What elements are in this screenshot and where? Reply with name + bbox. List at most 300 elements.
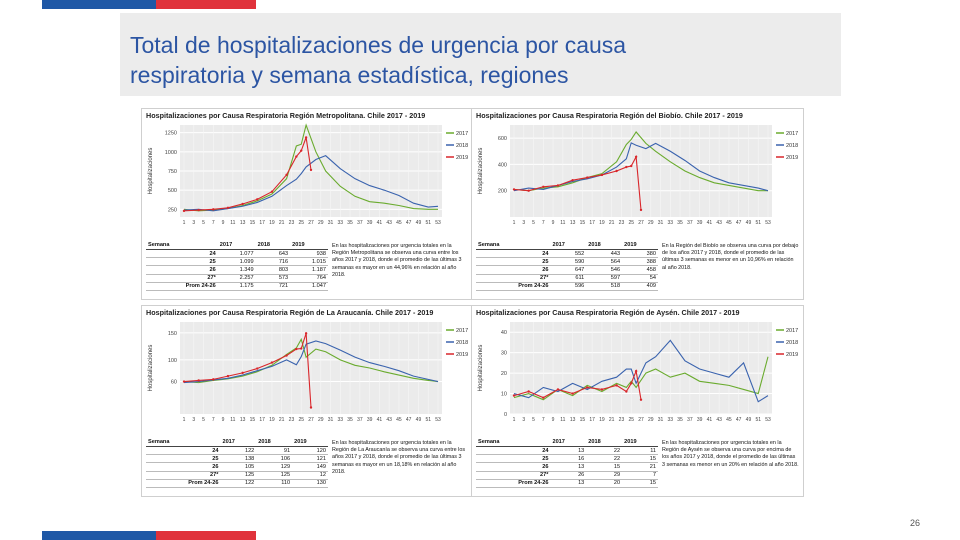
table-cell: 26 [146,463,220,471]
table-cell: 25 [146,455,220,463]
table-cell: 27* [476,471,550,479]
line-chart [142,119,473,239]
table-cell: Prom 24-26 [476,282,550,290]
y-tick-label: 600 [497,136,507,143]
table-cell: 1.175 [218,282,256,290]
point-2019 [197,379,199,381]
x-tick-label: 5 [202,417,205,423]
x-tick-label: 3 [192,417,196,423]
table-cell: 24 [476,250,550,258]
table-cell: 15 [622,455,658,463]
x-tick-label: 45 [396,220,402,226]
table-cell: 106 [256,455,292,463]
x-tick-label: 39 [696,417,703,423]
table-cell: 443 [586,250,622,258]
x-tick-label: 3 [522,417,526,423]
x-tick-label: 53 [765,220,771,226]
x-tick-label: 9 [551,220,555,226]
page-number: 26 [909,518,920,528]
table-cell: 12 [292,471,328,479]
table-cell: 27* [476,274,550,282]
x-tick-label: 25 [298,220,305,226]
table-cell: 122 [220,447,256,455]
flag-bar-blue-bottom [42,531,156,540]
table-cell: 120 [292,447,328,455]
table-row [146,479,328,487]
table-cell: 518 [586,282,622,290]
panel-note: En las hospitalizaciones por urgencia totales en la Región Metropolitana se observa una curva entre los años 2017 y 2018, donde el promedio de las últimas 3 semanas es mayor en un 44,96% en relación al año 2018. [332,243,462,278]
x-tick-label: 53 [765,417,771,423]
table-cell: 122 [220,479,256,487]
line-chart [142,316,473,436]
table-cell: 21 [622,463,658,471]
point-2019 [557,184,559,186]
x-tick-label: 27 [308,417,314,423]
x-tick-label: 43 [386,220,392,226]
table-row [476,479,658,487]
table-cell: 138 [220,455,256,463]
point-2019 [310,169,312,171]
table-cell: Prom 24-26 [146,282,218,290]
x-tick-label: 27 [638,417,644,423]
x-tick-label: 43 [716,417,722,423]
x-tick-label: 27 [308,220,314,226]
x-tick-label: 21 [278,220,285,226]
x-tick-label: 25 [298,417,305,423]
point-2019 [183,380,185,382]
x-tick-label: 13 [569,220,576,226]
x-tick-label: 39 [366,417,373,423]
table-cell: 597 [586,274,622,282]
legend-label-2017: 2017 [456,131,469,137]
table-row [146,250,328,258]
x-tick-label: 29 [317,220,324,226]
table-cell: 20 [586,479,622,487]
table-header: Semana [146,438,220,447]
x-tick-label: 17 [259,417,265,423]
point-2019 [241,203,243,205]
table-cell: 716 [256,258,291,266]
x-tick-label: 17 [259,220,265,226]
table-cell: 380 [622,250,658,258]
table-header: 2019 [622,438,658,447]
x-tick-label: 9 [221,220,225,226]
table-cell: 552 [550,250,586,258]
point-2019 [586,176,588,178]
legend-label-2017: 2017 [786,131,799,137]
table-cell: Prom 24-26 [146,479,220,487]
chart-title: Hospitalizaciones por Causa Respiratoria Región Metropolitana. Chile 2017 - 2019 [146,111,426,120]
table-cell: 129 [256,463,292,471]
legend-label-2019: 2019 [786,352,799,358]
x-tick-label: 7 [211,220,215,226]
table-cell: 22 [586,455,622,463]
table-row [146,471,328,479]
x-tick-label: 5 [202,220,205,226]
flag-bar-red-bottom [156,531,256,540]
table-cell: 938 [290,250,328,258]
y-tick-label: 20 [500,371,507,378]
x-tick-label: 9 [221,417,225,423]
legend-label-2019: 2019 [786,155,799,161]
table-cell: 22 [586,447,622,455]
x-tick-label: 23 [618,417,625,423]
y-tick-label: 30 [500,350,507,357]
y-axis-label: Hospitalizaciones [478,344,484,392]
x-tick-label: 7 [541,417,545,423]
table-cell: 564 [586,258,622,266]
legend-label-2017: 2017 [786,328,799,334]
x-tick-label: 15 [249,417,256,423]
table-header: 2018 [256,438,292,447]
table-row [146,463,328,471]
x-tick-label: 47 [405,220,412,226]
table-cell: 643 [256,250,291,258]
x-tick-label: 43 [716,220,722,226]
chart-title: Hospitalizaciones por Causa Respiratoria Región del Biobío. Chile 2017 - 2019 [476,111,743,120]
x-tick-label: 5 [532,417,535,423]
table-row [476,463,658,471]
x-tick-label: 33 [667,220,674,226]
table-cell: 25 [476,258,550,266]
x-tick-label: 11 [560,417,566,423]
point-2019 [640,209,642,211]
table-header: 2017 [550,241,586,250]
x-tick-label: 51 [755,417,762,423]
point-2019 [601,174,603,176]
y-axis-label: Hospitalizaciones [148,147,154,195]
x-tick-label: 31 [327,220,334,226]
chart-panel-2 [471,108,804,300]
table-row [476,266,658,274]
x-tick-label: 13 [239,417,246,423]
panel-note: En las hospitalizaciones por urgencia totales en la Región de La Araucanía se observa una curva entre los años 2017 y 2018, donde el promedio de las últimas 3 semanas es mayor en un 18,18% en relación al año 2018. [332,440,466,475]
x-tick-label: 25 [628,220,635,226]
point-2019 [615,384,617,386]
x-tick-label: 21 [608,417,615,423]
y-tick-label: 100 [167,357,177,364]
table-cell: 546 [586,266,622,274]
table-cell: 13 [550,463,586,471]
x-tick-label: 27 [638,220,644,226]
x-tick-label: 53 [435,417,441,423]
table-cell: 26 [550,471,586,479]
x-tick-label: 45 [726,417,732,423]
point-2019 [586,386,588,388]
table-cell: 26 [146,266,218,274]
table-cell: 130 [292,479,328,487]
legend-label-2018: 2018 [786,143,799,149]
flag-bar-blue-top [42,0,156,9]
table-cell: 149 [292,463,328,471]
table-header: 2018 [586,241,622,250]
table-row [146,274,328,282]
point-2019 [571,392,573,394]
line-chart [472,316,803,436]
point-2019 [601,388,603,390]
summary-table [476,438,658,488]
point-2019 [227,207,229,209]
table-header: Semana [476,438,550,447]
x-tick-label: 37 [357,417,363,423]
point-2019 [557,388,559,390]
x-tick-label: 31 [657,417,664,423]
table-cell: 2.257 [218,274,256,282]
table-cell: 27* [146,471,220,479]
x-tick-label: 21 [608,220,615,226]
table-cell: 91 [256,447,292,455]
table-header: 2019 [290,241,328,250]
x-tick-label: 15 [249,220,256,226]
point-2019 [571,179,573,181]
legend-label-2018: 2018 [786,340,799,346]
table-row [146,447,328,455]
x-tick-label: 15 [579,220,586,226]
x-tick-label: 35 [347,220,353,226]
table-cell: 803 [256,266,291,274]
x-tick-label: 37 [687,417,693,423]
point-2019 [300,347,302,349]
x-tick-label: 39 [696,220,703,226]
x-tick-label: 33 [667,417,674,423]
legend-label-2019: 2019 [456,352,469,358]
x-tick-label: 19 [599,417,605,423]
x-tick-label: 21 [278,417,285,423]
table-cell: 611 [550,274,586,282]
x-tick-label: 41 [706,417,713,423]
x-tick-label: 7 [211,417,215,423]
table-header: 2018 [586,438,622,447]
x-tick-label: 51 [425,417,432,423]
point-2019 [630,382,632,384]
table-cell: 13 [550,479,586,487]
y-tick-label: 200 [497,188,507,195]
point-2019 [615,170,617,172]
x-tick-label: 35 [677,220,683,226]
chart-title: Hospitalizaciones por Causa Respiratoria Región de Aysén. Chile 2017 - 2019 [476,308,740,317]
table-header: 2017 [218,241,256,250]
table-cell: 121 [292,455,328,463]
point-2019 [542,396,544,398]
slide-title-line-1: Total de hospitalizaciones de urgencia por causa [130,32,627,58]
x-tick-label: 45 [396,417,402,423]
x-tick-label: 9 [551,417,555,423]
x-tick-label: 37 [687,220,693,226]
point-2019 [635,370,637,372]
table-cell: 105 [220,463,256,471]
x-tick-label: 47 [735,417,742,423]
x-tick-label: 33 [337,417,344,423]
x-tick-label: 47 [405,417,412,423]
x-tick-label: 49 [415,220,422,226]
legend-label-2018: 2018 [456,340,469,346]
table-cell: 1.187 [290,266,328,274]
table-row [476,471,658,479]
x-tick-label: 1 [182,220,186,226]
point-2019 [305,332,307,334]
x-tick-label: 11 [230,220,236,226]
table-cell: 16 [550,455,586,463]
x-tick-label: 29 [647,417,654,423]
x-tick-label: 51 [755,220,762,226]
table-cell: 29 [586,471,622,479]
table-row [476,455,658,463]
point-2019 [310,406,312,408]
point-2019 [285,354,287,356]
y-tick-label: 40 [500,330,507,337]
point-2019 [635,156,637,158]
point-2019 [212,208,214,210]
y-tick-label: 1000 [164,149,177,156]
x-tick-label: 31 [327,417,334,423]
x-tick-label: 35 [347,417,353,423]
table-row [146,266,328,274]
slide-title [130,30,830,90]
point-2019 [285,174,287,176]
table-row [476,258,658,266]
x-tick-label: 5 [532,220,535,226]
x-tick-label: 41 [376,220,383,226]
table-row [146,282,328,290]
table-cell: Prom 24-26 [476,479,550,487]
table-row [476,274,658,282]
table-cell: 25 [146,258,218,266]
y-tick-label: 400 [497,162,507,169]
point-2019 [295,348,297,350]
x-tick-label: 17 [589,220,595,226]
table-cell: 125 [220,471,256,479]
table-cell: 388 [622,258,658,266]
table-row [146,455,328,463]
table-row [476,250,658,258]
point-2019 [197,209,199,211]
y-tick-label: 150 [167,330,177,337]
point-2019 [305,136,307,138]
table-header: 2017 [220,438,256,447]
point-2019 [256,367,258,369]
table-cell: 647 [550,266,586,274]
table-cell: 596 [550,282,586,290]
panel-note: En la Región del Biobío se observa una curva por debajo de los años 2017 y 2018, donde el promedio de las últimas 3 semanas es menor en un 10,96% en relación al año 2018. [662,243,799,271]
table-cell: 25 [476,455,550,463]
x-tick-label: 23 [288,417,295,423]
slide-title-line-2: respiratoria y semana estadística, regiones [130,62,569,88]
point-2019 [513,188,515,190]
x-tick-label: 23 [288,220,295,226]
point-2019 [183,210,185,212]
summary-table [476,241,658,291]
x-tick-label: 11 [560,220,566,226]
y-tick-label: 750 [167,169,177,175]
table-cell: 125 [256,471,292,479]
chart-panel-3 [141,305,474,497]
x-tick-label: 13 [569,417,576,423]
x-tick-label: 33 [337,220,344,226]
table-cell: 7 [622,471,658,479]
table-cell: 590 [550,258,586,266]
table-cell: 1.047 [290,282,328,290]
point-2019 [212,378,214,380]
legend-label-2019: 2019 [456,155,469,161]
y-tick-label: 10 [500,391,507,398]
chart-panel-1 [141,108,474,300]
x-tick-label: 3 [522,220,526,226]
table-cell: 1.349 [218,266,256,274]
x-tick-label: 23 [618,220,625,226]
x-tick-label: 49 [745,417,752,423]
x-tick-label: 7 [541,220,545,226]
chart-title: Hospitalizaciones por Causa Respiratoria Región de La Araucanía. Chile 2017 - 2019 [146,308,434,317]
point-2019 [640,398,642,400]
x-tick-label: 35 [677,417,683,423]
table-header: Semana [146,241,218,250]
summary-table [146,241,328,291]
x-tick-label: 1 [182,417,186,423]
x-tick-label: 37 [357,220,363,226]
table-cell: 26 [476,463,550,471]
table-cell: 15 [622,479,658,487]
table-cell: 24 [146,250,218,258]
point-2019 [256,198,258,200]
x-tick-label: 43 [386,417,392,423]
x-tick-label: 25 [628,417,635,423]
point-2019 [513,394,515,396]
x-tick-label: 17 [589,417,595,423]
y-tick-label: 0 [503,412,507,418]
table-row [146,258,328,266]
table-cell: 24 [476,447,550,455]
table-cell: 721 [256,282,291,290]
x-tick-label: 49 [745,220,752,226]
table-cell: 26 [476,266,550,274]
point-2019 [630,165,632,167]
table-row [476,282,658,290]
point-2019 [271,361,273,363]
flag-bar-red-top [156,0,256,9]
x-tick-label: 39 [366,220,373,226]
x-tick-label: 13 [239,220,246,226]
point-2019 [227,375,229,377]
table-cell: 110 [256,479,292,487]
table-cell: 24 [146,447,220,455]
x-tick-label: 29 [647,220,654,226]
table-cell: 458 [622,266,658,274]
x-tick-label: 31 [657,220,664,226]
table-header: Semana [476,241,550,250]
x-tick-label: 45 [726,220,732,226]
x-tick-label: 29 [317,417,324,423]
y-axis-label: Hospitalizaciones [478,147,484,195]
x-tick-label: 19 [269,417,275,423]
table-cell: 11 [622,447,658,455]
table-cell: 1.015 [290,258,328,266]
x-tick-label: 41 [376,417,383,423]
y-axis-label: Hospitalizaciones [148,344,154,392]
x-tick-label: 3 [192,220,196,226]
table-cell: 1.077 [218,250,256,258]
point-2019 [625,166,627,168]
table-header: 2019 [292,438,328,447]
x-tick-label: 53 [435,220,441,226]
legend-label-2017: 2017 [456,328,469,334]
x-tick-label: 1 [512,417,516,423]
point-2019 [295,155,297,157]
point-2019 [625,390,627,392]
point-2019 [271,191,273,193]
table-cell: 13 [550,447,586,455]
table-header: 2017 [550,438,586,447]
x-tick-label: 41 [706,220,713,226]
